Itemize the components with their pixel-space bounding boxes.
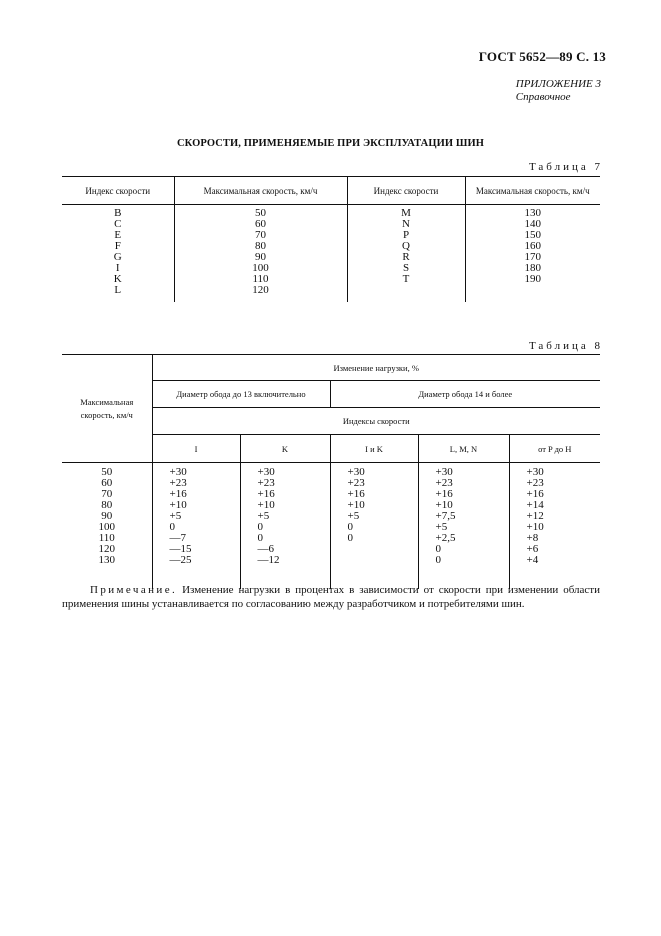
t8-header-col-k: K xyxy=(240,435,330,463)
t7-index-column-1: B C E F G I K L xyxy=(113,207,122,296)
t8-header-col-i-and-k: I и K xyxy=(330,435,418,463)
t8-header-col-lmn: L, M, N xyxy=(418,435,509,463)
table7-caption: Таблица 7 xyxy=(528,161,603,173)
appendix-title: ПРИЛОЖЕНИЕ 3 xyxy=(515,78,601,90)
appendix-label xyxy=(516,78,601,104)
t7-header-index-1: Индекс скорости xyxy=(62,177,174,205)
t8-header-col-i: I xyxy=(152,435,240,463)
t8-header-rim-small: Диаметр обода до 13 включительно xyxy=(152,381,330,408)
t7-speed-column-1: 50 60 70 80 90 100 110 120 xyxy=(174,205,347,302)
t8-col-k: +30 +23 +16 +10 +5 0 0 —6 —12 xyxy=(240,463,330,589)
table8-caption: Таблица 8 xyxy=(528,340,603,352)
t8-header-speed: Максимальная скорость, км/ч xyxy=(62,355,152,463)
t8-col-p-to-h: +30 +23 +16 +14 +12 +10 +8 +6 +4 xyxy=(509,463,600,589)
t8-header-load-change: Изменение нагрузки, % xyxy=(152,355,600,381)
t8-col-i: +30 +23 +16 +10 +5 0 —7 —15 —25 xyxy=(152,463,240,589)
table-7 xyxy=(62,176,600,302)
t8-header-col-p-to-h: от P до H xyxy=(509,435,600,463)
t8-header-speed-indices: Индексы скорости xyxy=(152,408,600,435)
document-reference: ГОСТ 5652—89 С. 13 xyxy=(478,49,606,64)
t7-header-speed-1: Максимальная скорость, км/ч xyxy=(174,177,347,205)
t8-col-lmn: +30 +23 +16 +10 +7,5 +5 +2,5 0 0 xyxy=(418,463,509,589)
note-label: Примечание. xyxy=(90,584,178,596)
t8-col-i-and-k: +30 +23 +16 +10 +5 0 0 xyxy=(330,463,418,589)
note xyxy=(62,583,600,611)
t8-header-rim-large: Диаметр обода 14 и более xyxy=(330,381,600,408)
table-8 xyxy=(62,354,600,589)
section-title: СКОРОСТИ, ПРИМЕНЯЕМЫЕ ПРИ ЭКСПЛУАТАЦИИ ШИН xyxy=(176,138,485,149)
appendix-subtitle: Справочное xyxy=(515,91,571,103)
t7-speed-column-2: 130 140 150 160 170 180 190 xyxy=(465,205,600,302)
note-text: Изменение нагрузки в процентах в зависимости от скорости при изменении области применения шины устанавливается по согласованию между разработчиком и потребителями шин. xyxy=(62,584,600,610)
t8-speed-column: 50 60 70 80 90 100 110 120 130 xyxy=(98,466,115,566)
t7-header-index-2: Индекс скорости xyxy=(347,177,465,205)
t7-index-column-2: M N P Q R S T xyxy=(347,205,465,302)
t7-header-speed-2: Максимальная скорость, км/ч xyxy=(465,177,600,205)
